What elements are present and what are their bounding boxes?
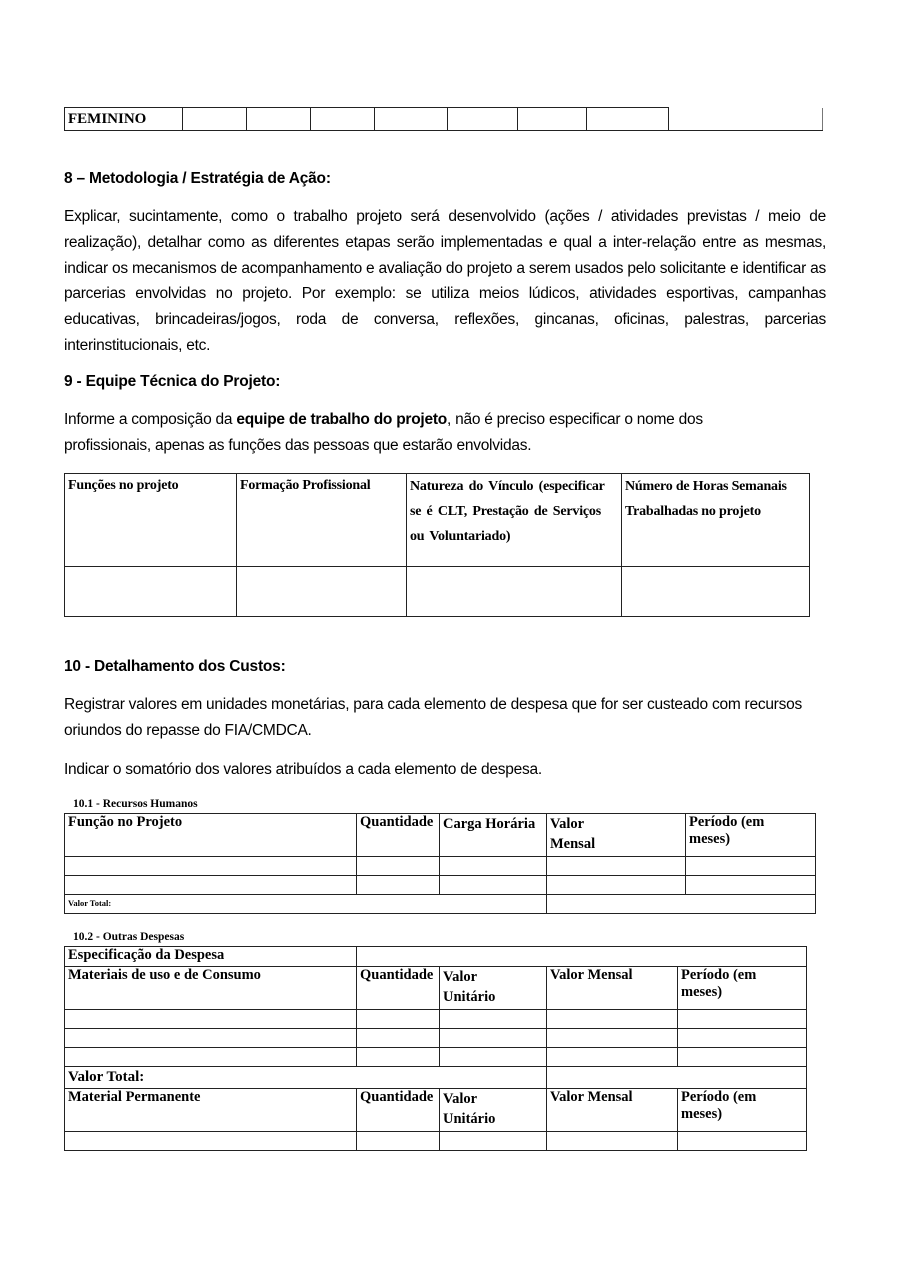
table-cell[interactable] [547,1132,678,1151]
table-cell[interactable] [65,1029,357,1048]
table-cell[interactable] [587,108,669,131]
table-cell[interactable] [669,108,823,131]
table-cell[interactable] [440,1029,547,1048]
section-8-title: 8 – Metodologia / Estratégia de Ação: [64,170,331,187]
section-9-text-pre: Informe a composição da [64,411,237,428]
table-cell[interactable] [65,567,237,617]
table-cell[interactable] [357,876,440,895]
table-cell[interactable] [357,857,440,876]
table-cell[interactable] [547,857,686,876]
table-cell[interactable] [65,1132,357,1151]
table-cell[interactable] [686,876,816,895]
table-cell[interactable] [622,567,810,617]
rh-caption: 10.1 - Recursos Humanos [73,798,198,810]
rh-table [64,813,816,914]
header-quantidade: Quantidade [357,1089,440,1132]
table-cell[interactable] [357,1048,440,1067]
header-valor-unitario: Valor Unitário [440,967,547,1010]
table-cell[interactable] [311,108,375,131]
section-9-paragraph [64,407,784,459]
table-cell[interactable] [375,108,448,131]
header-materiais-consumo: Materiais de uso e de Consumo [65,967,357,1010]
header-valor-unitario: Valor Unitário [440,1089,547,1132]
table-cell[interactable] [440,1132,547,1151]
outras-table [64,946,807,1151]
table-cell[interactable] [357,1132,440,1151]
table-cell[interactable] [518,108,587,131]
header-quantidade: Quantidade [357,967,440,1010]
header-valor-mensal: Valor Mensal [547,1089,678,1132]
table-cell[interactable] [448,108,518,131]
table-cell[interactable] [547,876,686,895]
table-cell[interactable] [547,1048,678,1067]
table-cell[interactable] [678,1048,807,1067]
gender-table [64,107,823,131]
table-cell[interactable] [237,567,407,617]
section-9-text-bold: equipe de trabalho do projeto [236,411,447,428]
header-funcao: Função no Projeto [65,814,357,857]
team-table [64,473,810,617]
section-9-text-post: , não é preciso especificar o nome dos profissionais, apenas as funções das pessoas que estarão envolvidas. [64,411,703,454]
table-cell[interactable] [440,1048,547,1067]
table-cell[interactable] [65,1010,357,1029]
rh-total-label: Valor Total: [65,895,547,914]
table-cell[interactable] [678,1029,807,1048]
table-cell[interactable] [65,1048,357,1067]
table-cell[interactable] [65,876,357,895]
table-cell[interactable] [547,1010,678,1029]
header-valor-mensal: Valor Mensal [547,967,678,1010]
table-cell[interactable] [183,108,247,131]
section-10-title: 10 - Detalhamento dos Custos: [64,658,286,675]
table-cell[interactable] [357,1029,440,1048]
section-10-paragraph-2: Indicar o somatório dos valores atribuídos a cada elemento de despesa. [64,761,542,778]
header-formacao: Formação Profissional [237,474,407,567]
table-cell[interactable] [678,1010,807,1029]
table-cell[interactable] [247,108,311,131]
header-quantidade: Quantidade [357,814,440,857]
row-label-feminino: FEMININO [65,108,183,131]
table-cell[interactable] [357,1010,440,1029]
table-cell[interactable] [678,1132,807,1151]
outras-total-value[interactable] [547,1067,807,1089]
spec-label: Especificação da Despesa [65,947,357,967]
table-cell[interactable] [547,1029,678,1048]
rh-total-value[interactable] [547,895,816,914]
table-cell[interactable] [407,567,622,617]
outras-total-label: Valor Total: [65,1067,547,1089]
header-material-permanente: Material Permanente [65,1089,357,1132]
table-cell[interactable] [440,876,547,895]
header-periodo: Período (em meses) [678,1089,807,1132]
section-8-paragraph: Explicar, sucintamente, como o trabalho projeto será desenvolvido (ações / atividades previstas / meio de realização), detalhar como as diferentes etapas serão implementadas e qual a inter-relação entre as mesmas, indicar os mecanismos de acompanhamento e avaliação do projeto a serem usados pelo solicitante e identificar as parcerias envolvidas no projeto. Por exemplo: se utiliza meios lúdicos, atividades esportivas, campanhas educativas, brincadeiras/jogos, roda de conversa, reflexões, gincanas, oficinas, palestras, parcerias interinstitucionais, etc. [64,208,826,354]
table-cell[interactable] [65,857,357,876]
spec-value[interactable] [357,947,807,967]
section-9-title: 9 - Equipe Técnica do Projeto: [64,373,281,390]
header-numero-horas: Número de Horas Semanais Trabalhadas no projeto [622,474,810,567]
outras-caption: 10.2 - Outras Despesas [73,931,185,943]
table-cell[interactable] [440,1010,547,1029]
table-cell[interactable] [686,857,816,876]
header-periodo: Período (em meses) [686,814,816,857]
table-cell[interactable] [440,857,547,876]
header-periodo: Período (em meses) [678,967,807,1010]
header-carga-horaria: Carga Horária [440,814,547,857]
header-funcoes: Funções no projeto [65,474,237,567]
header-natureza-vinculo: Natureza do Vínculo (especificar se é CLT, Prestação de Serviços ou Voluntariado) [407,474,622,567]
header-valor-mensal: Valor Mensal [547,814,686,857]
section-10-paragraph-1: Registrar valores em unidades monetárias, para cada elemento de despesa que for ser custeado com recursos oriundos do repasse do FIA/CMDCA. [64,696,802,739]
